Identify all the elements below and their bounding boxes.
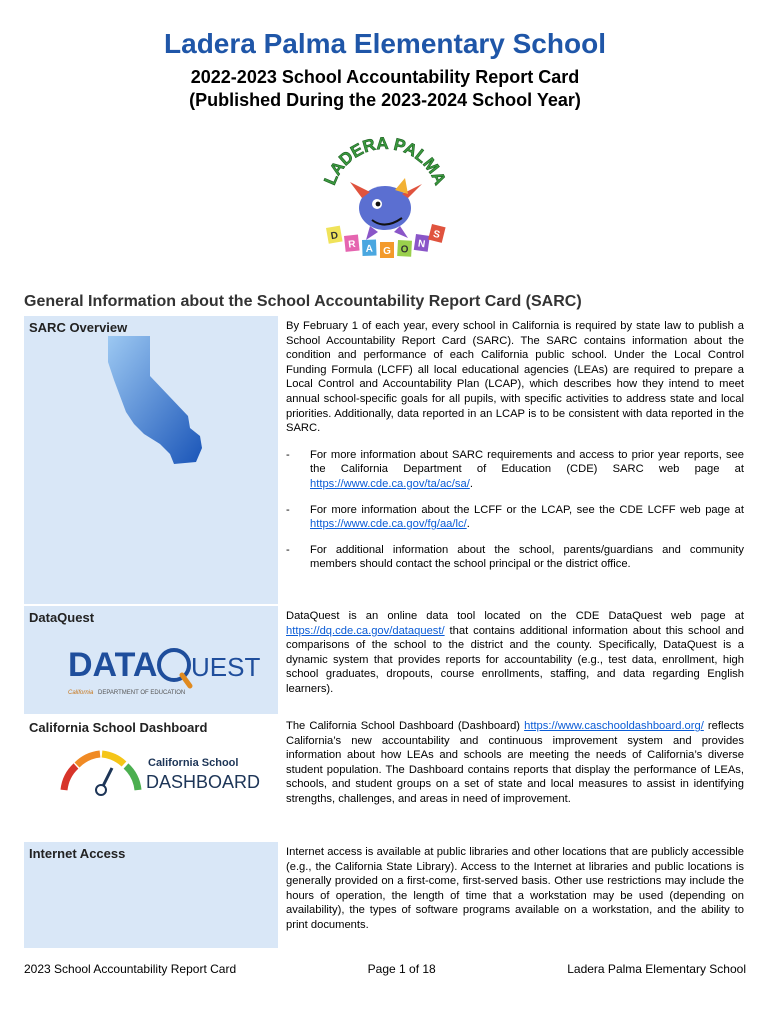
svg-text:California: California (68, 690, 94, 696)
dashboard-label: California School Dashboard (29, 720, 208, 735)
internet-access-label-cell (24, 842, 278, 948)
report-title-line2: (Published During the 2023-2024 School Year) (189, 90, 581, 110)
lcff-web-page-link[interactable]: https://www.cde.ca.gov/fg/aa/lc/ (310, 518, 467, 531)
section-heading: General Information about the School Accountability Report Card (SARC) (24, 293, 582, 310)
sarc-overview-label-cell (24, 316, 278, 604)
sarc-web-page-link[interactable]: https://www.cde.ca.gov/ta/ac/sa/ (310, 477, 470, 490)
bullet-period: . (469, 477, 473, 490)
table-row-dataquest (24, 606, 746, 716)
list-item (286, 543, 744, 572)
list-item (286, 503, 744, 532)
dashboard-text-before: The California School Dashboard (Dashboard) (286, 720, 525, 732)
sarc-overview-paragraph: By February 1 of each year, every school in California is required by state law to publish a School Accountability Report Card (SARC). The SARC contains information about the condition and performance of each California public school. Under the Local Control Funding Formula (LCFF) all local educational agencies (LEAs) are required to prepare a Local Control and Accountability Plan (LCAP), which describes how they intend to meet annual school-specific goals for all pupils, with specific activities to address state and local priorities. Additionally, data reported in an LCAP is to be consistent with data reported in the SARC. (286, 320, 744, 435)
svg-text:N: N (417, 238, 426, 251)
bullet-text (310, 448, 744, 492)
bullet-dash: - (286, 543, 290, 556)
svg-text:R: R (347, 238, 357, 251)
bullet-period: . (466, 518, 470, 531)
sarc-overview-label: SARC Overview (29, 320, 128, 335)
dataquest-label: DataQuest (29, 610, 95, 625)
bullet-text (310, 503, 744, 532)
bullet-lcff-text: For more information about the LCFF or the LCAP, see the CDE LCFF web page at (310, 503, 744, 516)
list-item (286, 448, 744, 492)
dashboard-link[interactable]: https://www.caschooldashboard.org/ (524, 720, 704, 732)
page-footer (24, 962, 746, 976)
bullet-sarc-text: For more information about SARC requirements and access to prior year reports, see the California Department of Education (CDE) SARC web page at (310, 448, 744, 476)
report-title (0, 66, 770, 112)
dataquest-text-before: DataQuest is an online data tool located on the CDE DataQuest web page at (286, 610, 744, 622)
dataquest-label-cell (24, 606, 278, 714)
dragon-mascot-icon (350, 178, 422, 240)
svg-text:DASHBOARD: DASHBOARD (146, 772, 261, 792)
dashboard-text-after: reflects California’s new accountability and continuous improvement system and provides information about how LEAs and schools are meeting the needs of California’s diverse student population. The Dashboard contains reports that display the performance of LEAs, schools, and student groups on a set of state and local measures to assist in identifying strengths, challenges, and areas in need of improvement. (286, 720, 744, 805)
svg-text:A: A (365, 243, 374, 255)
bullet-dash: - (286, 448, 290, 461)
footer-page-number: Page 1 of 18 (367, 962, 436, 976)
svg-text:California School: California School (148, 757, 239, 769)
dataquest-content (278, 606, 746, 714)
internet-access-content: Internet access is available at public libraries and other locations that are publicly accessible (e.g., the California State Library). Access to the Internet at libraries and public locations is generally provided on a first-come, first-served basis. Other use restrictions may include the hours of operation, the length of time that a workstation may be used (depending on availability), the types of software programs available on a workstation, and the ability to print documents. (278, 842, 746, 948)
svg-text:DATA: DATA (68, 646, 158, 684)
california-map-icon (104, 332, 214, 472)
dataquest-link[interactable]: https://dq.cde.ca.gov/dataquest/ (286, 624, 445, 637)
dashboard-logo (60, 746, 261, 798)
svg-text:D: D (330, 230, 340, 243)
internet-access-label: Internet Access (29, 846, 126, 861)
svg-text:S: S (431, 228, 442, 242)
bullet-dash: - (286, 503, 290, 516)
dashboard-content (278, 716, 746, 840)
dataquest-text-after: that contains additional information about this school and comparisons of the school to the district and the county. Specifically, DataQuest is a dynamic system that provides reports for accountability (e.g., test data, enrollment, high school graduates, dropouts, course enrollments, staffing, and data regarding English learners). (286, 624, 744, 695)
svg-text:DEPARTMENT OF EDUCATION: DEPARTMENT OF EDUCATION (98, 690, 186, 696)
sarc-overview-content (278, 316, 746, 604)
dataquest-logo (68, 642, 261, 698)
bullet-contact-text: For additional information about the school, parents/guardians and community members should contact the school principal or the district office. (310, 543, 744, 571)
svg-text:O: O (400, 244, 409, 256)
logo-arc-text: LADERA PALMA (320, 133, 450, 188)
table-row-internet-access (24, 842, 746, 948)
footer-school-name: Ladera Palma Elementary School (567, 962, 746, 976)
footer-report-name: 2023 School Accountability Report Card (24, 962, 237, 976)
svg-text:UEST: UEST (191, 652, 261, 682)
table-row-dashboard (24, 716, 746, 842)
report-title-line1: 2022-2023 School Accountability Report Card (190, 67, 580, 87)
dashboard-label-cell (24, 716, 278, 840)
table-row-sarc-overview (24, 316, 746, 606)
sarc-info-table (24, 316, 746, 948)
school-logo (310, 132, 460, 266)
svg-text:G: G (383, 246, 391, 257)
school-name-title: Ladera Palma Elementary School (164, 28, 606, 59)
